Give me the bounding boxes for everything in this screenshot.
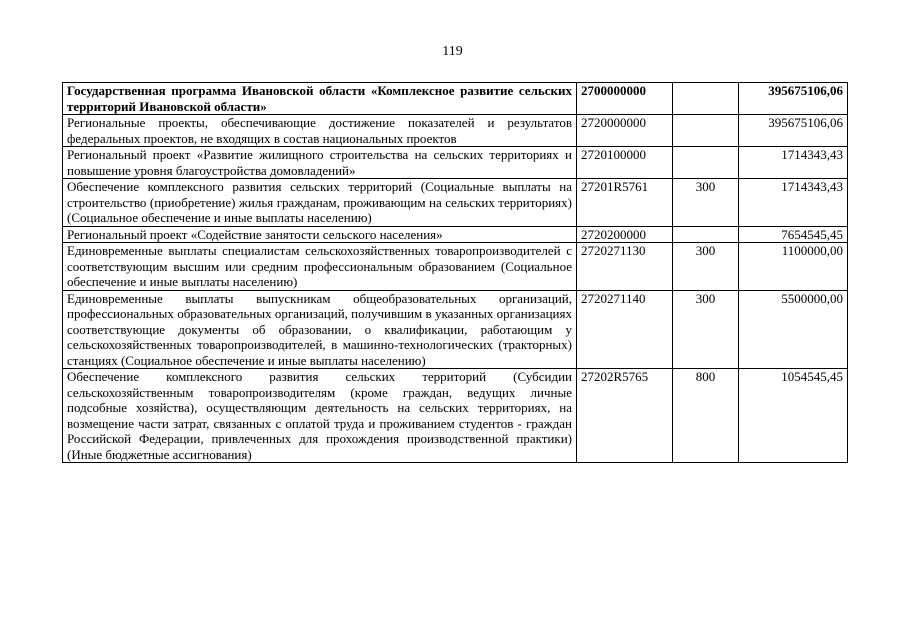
row-sum: 395675106,06 (739, 115, 848, 147)
row-sum: 1100000,00 (739, 243, 848, 291)
row-name: Государственная программа Ивановской области «Комплексное развитие сельских территорий Ивановской области» (63, 83, 577, 115)
row-name: Региональный проект «Содействие занятости сельского населения» (63, 226, 577, 243)
row-name: Региональный проект «Развитие жилищного строительства на сельских территориях и повышение уровня благоустройства домовладений» (63, 147, 577, 179)
row-expense-type (673, 147, 739, 179)
row-expense-type: 300 (673, 290, 739, 369)
row-name: Региональные проекты, обеспечивающие достижение показателей и результатов федеральных проектов, не входящих в состав национальных проектов (63, 115, 577, 147)
row-code: 2720271130 (577, 243, 673, 291)
row-name: Единовременные выплаты специалистам сельскохозяйственных товаропроизводителей с соответствующим высшим или средним профессиональным образованием (Социальное обеспечение и иные выплаты населению) (63, 243, 577, 291)
row-code: 2720271140 (577, 290, 673, 369)
page-number: 119 (442, 44, 463, 59)
table-row (63, 115, 848, 147)
row-code: 2720000000 (577, 115, 673, 147)
row-name: Обеспечение комплексного развития сельских территорий (Социальные выплаты на строительство (приобретение) жилья гражданам, проживающим на сельских территориях) (Социальное обеспечение и иные выплаты населению) (63, 179, 577, 227)
row-code: 2720100000 (577, 147, 673, 179)
table-row (63, 147, 848, 179)
table-row (63, 226, 848, 243)
row-expense-type (673, 83, 739, 115)
table-row (63, 369, 848, 463)
row-expense-type: 300 (673, 179, 739, 227)
table-row (63, 243, 848, 291)
row-sum: 395675106,06 (739, 83, 848, 115)
table-row (63, 290, 848, 369)
table-row (63, 179, 848, 227)
row-sum: 1714343,43 (739, 147, 848, 179)
row-code: 2700000000 (577, 83, 673, 115)
row-sum: 1054545,45 (739, 369, 848, 463)
row-expense-type (673, 115, 739, 147)
table-row (63, 83, 848, 115)
row-expense-type: 800 (673, 369, 739, 463)
row-code: 2720200000 (577, 226, 673, 243)
row-code: 27202R5765 (577, 369, 673, 463)
budget-table (62, 82, 848, 463)
row-name: Обеспечение комплексного развития сельских территорий (Субсидии сельскохозяйственным товаропроизводителям (кроме граждан, ведущих личные подсобные хозяйства), осуществляющим деятельность на сельских территориях, на возмещение части затрат, связанных с оплатой труда и проживанием студентов - граждан Российской Федерации, привлеченных для прохождения производственной практики) (Иные бюджетные ассигнования) (63, 369, 577, 463)
row-code: 27201R5761 (577, 179, 673, 227)
row-sum: 1714343,43 (739, 179, 848, 227)
row-sum: 5500000,00 (739, 290, 848, 369)
row-sum: 7654545,45 (739, 226, 848, 243)
row-expense-type (673, 226, 739, 243)
row-expense-type: 300 (673, 243, 739, 291)
row-name: Единовременные выплаты выпускникам общеобразовательных организаций, профессиональных образовательных организаций, получившим в указанных организациях соответствующие документы об образовании, о квалификации, работающим у сельскохозяйственных товаропроизводителей, в машинно-технологических (тракторных) станциях (Социальное обеспечение и иные выплаты населению) (63, 290, 577, 369)
